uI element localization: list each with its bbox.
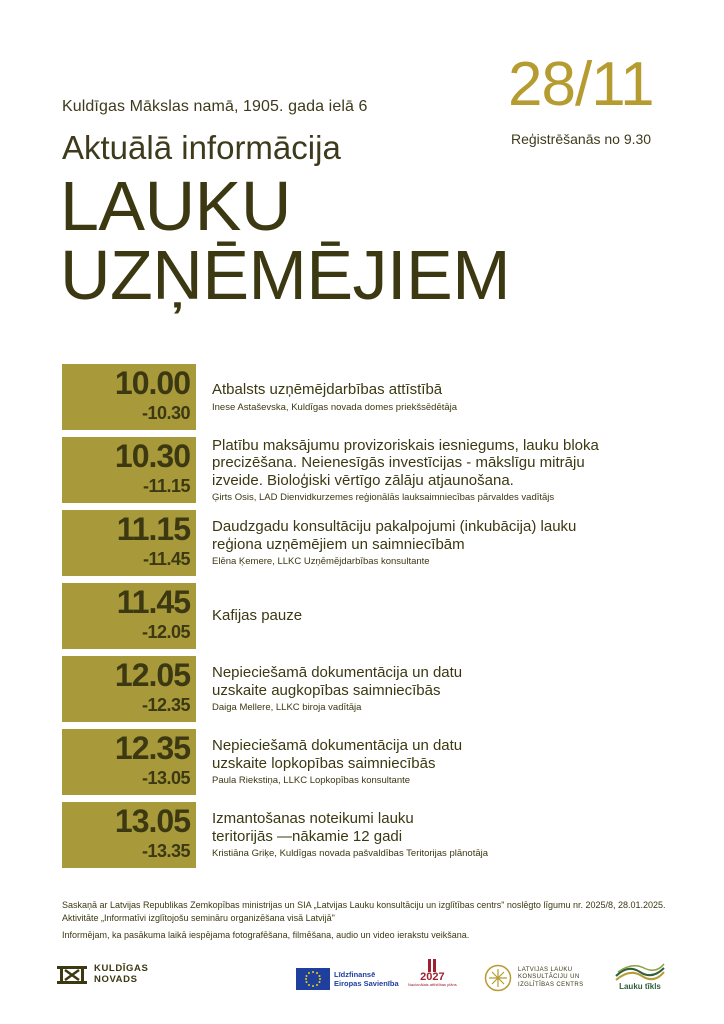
session-speaker: Kristiāna Griķe, Kuldīgas novada pašvaldības Teritorijas plānotāja [212, 848, 489, 860]
schedule-row [62, 364, 682, 430]
schedule-row [62, 510, 682, 576]
session-info [212, 607, 302, 625]
schedule-row [62, 437, 682, 503]
nap-2027-subtext: Nacionālais attīstības plāns [408, 982, 457, 987]
session-topic: Platību maksājumu provizoriskais iesniegums, lauku bloka precizēšana. Neienesīgās investīcijas - mākslīgu mitrāju izveide. Bioloģiski vērtīgo zālāju atjaunošana. [212, 436, 599, 490]
session-info [212, 810, 488, 860]
venue-address: Kuldīgas Mākslas namā, 1905. gada ielā 6 [62, 98, 368, 115]
nap-2027-logo [408, 958, 457, 987]
session-speaker: Daiga Mellere, LLKC biroja vadītāja [212, 702, 362, 714]
sponsor-logos [56, 958, 696, 998]
time-end: -12.35 [141, 695, 190, 715]
kuldiga-line-2: NOVADS [94, 974, 138, 985]
kuldiga-line-1: KULDĪGAS [94, 963, 149, 975]
llkc-line-2: KONSULTĀCIJU UN [518, 974, 580, 981]
schedule-row [62, 729, 682, 795]
llkc-text [518, 967, 583, 990]
lauku-tikls-logo [614, 962, 666, 991]
session-info [212, 664, 512, 714]
time-end: -13.35 [141, 841, 190, 861]
llkc-logo [484, 964, 583, 992]
registration-time: Reģistrēšanās no 9.30 [511, 131, 652, 147]
time-start: 12.05 [114, 657, 190, 693]
lauku-tikls-text: Lauku tīkls [619, 982, 661, 991]
session-info [212, 437, 602, 503]
nap-bars-icon [425, 958, 439, 972]
photo-notice: Informējam, ka pasākuma laikā iespējama fotografēšana, filmēšana, audio un video ierakstu veikšana. [62, 930, 470, 941]
time-box [62, 656, 196, 722]
event-date: 28/11 [508, 50, 654, 119]
kuldiga-novads-text [94, 964, 148, 986]
lauku-tikls-waves-icon [614, 962, 666, 982]
session-info [212, 518, 592, 568]
eu-flag-icon [296, 968, 330, 990]
time-start: 10.00 [114, 365, 190, 401]
poster-subtitle: Aktuālā informācija [62, 129, 341, 166]
eu-text [334, 970, 399, 988]
schedule-row [62, 656, 682, 722]
poster-title [60, 167, 510, 314]
llkc-emblem-icon [484, 964, 512, 992]
time-start: 10.30 [114, 438, 190, 474]
time-end: -11.15 [142, 476, 190, 496]
session-topic: Kafijas pauze [212, 607, 303, 625]
kuldiga-emblem-icon [56, 964, 88, 986]
title-line-1: LAUKU [60, 167, 291, 245]
time-start: 13.05 [114, 803, 190, 839]
llkc-line-1: LATVIJAS LAUKU [518, 966, 573, 973]
time-start: 11.45 [116, 584, 190, 620]
session-info [212, 381, 457, 413]
title-line-2: UZŅĒMĒJIEM [60, 235, 510, 314]
session-info [212, 737, 512, 787]
time-box [62, 510, 196, 576]
session-topic: Atbalsts uzņēmējdarbības attīstībā [212, 380, 443, 398]
session-speaker: Paula Riekstiņa, LLKC Lopkopības konsultante [212, 775, 411, 787]
time-box [62, 364, 196, 430]
time-end: -10.30 [141, 403, 190, 423]
llkc-line-3: IZGLĪTĪBAS CENTRS [518, 981, 584, 988]
time-end: -13.05 [141, 768, 190, 788]
time-start: 11.15 [116, 511, 190, 547]
schedule-row [62, 583, 682, 649]
time-end: -12.05 [141, 622, 190, 642]
eu-line-2: Eiropas Savienība [334, 979, 399, 988]
nap-2027-text: 2027 [420, 971, 445, 983]
session-speaker: Inese Astaševska, Kuldīgas novada domes priekšsēdētāja [212, 401, 458, 413]
session-topic: Izmantošanas noteikumi lauku teritorijās —nākamie 12 gadi [212, 810, 414, 845]
session-topic: Daudzgadu konsultāciju pakalpojumi (inkubācija) lauku reģiona uzņēmējiem un saimniecībām [212, 518, 577, 553]
footer-text [62, 899, 682, 942]
time-box [62, 802, 196, 868]
time-box [62, 729, 196, 795]
session-topic: Nepieciešamā dokumentācija un datu uzskaite augkopības saimniecībās [212, 664, 463, 699]
session-speaker: Ģirts Osis, LAD Dienvidkurzemes reģionālās lauksaimniecības pārvaldes vadītājs [212, 491, 555, 503]
session-topic: Nepieciešamā dokumentācija un datu uzskaite lopkopības saimniecībās [212, 737, 463, 772]
time-box [62, 437, 196, 503]
schedule [62, 364, 682, 875]
time-end: -11.45 [142, 549, 190, 569]
agreement-notice: Saskaņā ar Latvijas Republikas Zemkopības ministrijas un SIA „Latvijas Lauku konsultāciju un izglītības centrs" noslēgto līgumu nr. 2025/8, 28.01.2025. Aktivitāte „Informatīvi izglītojošu semināru organizēšana visā Latvijā" [62, 900, 666, 924]
eu-cofunded-logo [296, 968, 399, 990]
time-start: 12.35 [114, 730, 190, 766]
eu-line-1: Līdzfinansē [334, 970, 376, 979]
time-box [62, 583, 196, 649]
schedule-row [62, 802, 682, 868]
session-speaker: Elēna Ķemere, LLKC Uzņēmējdarbības konsultante [212, 556, 430, 568]
kuldiga-novads-logo [56, 964, 148, 986]
